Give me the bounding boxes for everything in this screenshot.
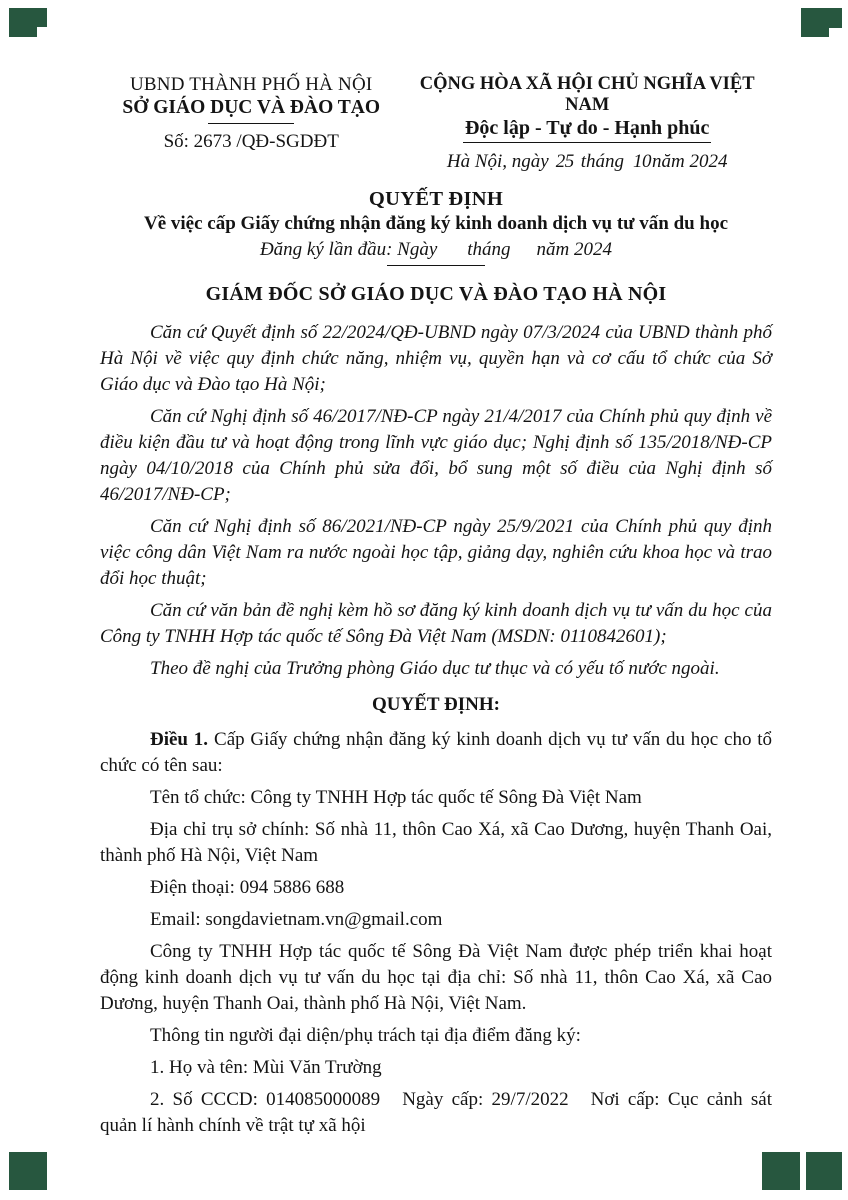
preamble-paragraph: Theo đề nghị của Trưởng phòng Giáo dục tư thục và có yếu tố nước ngoài.: [150, 658, 720, 679]
preamble-paragraph: Căn cứ Quyết định số 22/2024/QĐ-UBND ngày 07/3/2024 của UBND thành phố Hà Nội về việc quy định chức năng, nhiệm vụ, quyền hạn và cơ cấu tổ chức của Sở Giáo dục và Đào tạo Hà Nội;: [100, 322, 772, 395]
article-1-label: Điều 1.: [150, 729, 209, 750]
authority-heading: GIÁM ĐỐC SỞ GIÁO DỤC VÀ ĐÀO TẠO HÀ NỘI: [205, 283, 667, 305]
article-1: [100, 727, 772, 779]
representative-id-issue-date: Ngày cấp: 29/7/2022: [402, 1089, 569, 1110]
place-date-line: [402, 151, 772, 173]
org-name-line: Tên tổ chức: Công ty TNHH Hợp tác quốc tế Sông Đà Việt Nam: [150, 787, 642, 808]
corner-marker-top-left: [9, 8, 37, 37]
national-title: CỘNG HÒA XÃ HỘI CHỦ NGHĨA VIỆT NAM: [419, 74, 755, 115]
org-phone-line: Điện thoại: 094 5886 688: [150, 877, 345, 898]
corner-marker-top-right: [801, 8, 842, 28]
article-1-text: Cấp Giấy chứng nhận đăng ký kinh doanh dịch vụ tư vấn du học cho tổ chức có tên sau:: [100, 729, 773, 776]
agency-name: SỞ GIÁO DỤC VÀ ĐÀO TẠO: [122, 97, 381, 118]
issuing-agency-block: [100, 74, 402, 173]
registration-suffix: năm 2024: [536, 239, 613, 260]
representative-name-line: 1. Họ và tên: Mùi Văn Trường: [150, 1057, 382, 1078]
representative-id-issue-place: Nơi cấp: Cục cảnh sát quản lí hành chính về trật tự xã hội: [100, 1089, 772, 1136]
corner-marker-bottom-right-2: [806, 1152, 842, 1190]
representative-id-line: [100, 1087, 772, 1139]
document-text: [100, 320, 772, 1139]
document-header: [100, 74, 772, 173]
date-day: 25: [555, 151, 574, 172]
corner-marker-bottom-right: [762, 1152, 800, 1190]
document-body: [100, 74, 772, 1145]
preamble-paragraph: Căn cứ văn bản đề nghị kèm hồ sơ đăng ký kinh doanh dịch vụ tư vấn du học của Công ty TNHH Hợp tác quốc tế Sông Đà Việt Nam (MSDN: 0110842601);: [100, 600, 772, 647]
permission-paragraph: Công ty TNHH Hợp tác quốc tế Sông Đà Việt Nam được phép triển khai hoạt động kinh doanh dịch vụ tư vấn du học tại địa chỉ: Số nhà 11, thôn Cao Xá, xã Cao Dương, huyện Thanh Oai, thành phố Hà Nội, Việt Nam.: [100, 941, 772, 1014]
registration-mid: tháng: [467, 239, 511, 260]
preamble-paragraph: Căn cứ Nghị định số 86/2021/NĐ-CP ngày 25/9/2021 của Chính phủ quy định việc công dân Việt Nam ra nước ngoài học tập, giảng dạy, nghiên cứu khoa học và trao đổi học thuật;: [100, 516, 772, 589]
registration-line: [100, 239, 772, 261]
title-block: [100, 188, 772, 266]
corner-marker-top-right-2: [801, 28, 829, 37]
preamble-section: [100, 320, 772, 682]
corner-marker-bottom-left: [9, 1152, 47, 1190]
date-month: 10: [633, 151, 652, 172]
org-address-line: Địa chỉ trụ sở chính: Số nhà 11, thôn Cao Xá, xã Cao Dương, huyện Thanh Oai, thành phố Hà Nội, Việt Nam: [100, 819, 772, 866]
representative-intro: Thông tin người đại diện/phụ trách tại địa điểm đăng ký:: [150, 1025, 581, 1046]
document-number: Số: 2673 /QĐ-SGDĐT: [163, 131, 339, 152]
org-email-line: Email: songdavietnam.vn@gmail.com: [150, 909, 443, 930]
national-motto-block: [402, 74, 772, 173]
preamble-paragraph: Căn cứ Nghị định số 46/2017/NĐ-CP ngày 21/4/2017 của Chính phủ quy định về điều kiện đầu tư và hoạt động trong lĩnh vực giáo dục; Nghị định số 135/2018/NĐ-CP ngày 04/10/2018 của Chính phủ sửa đổi, bổ sung một số điều của Nghị định số 46/2017/NĐ-CP;: [100, 406, 772, 505]
registration-prefix: Đăng ký lần đầu: Ngày: [259, 239, 438, 260]
agency-underline: [208, 123, 294, 124]
title-underline: [387, 265, 485, 266]
corner-marker-top-left-2: [37, 8, 47, 27]
decision-heading: QUYẾT ĐỊNH:: [372, 694, 500, 715]
document-subtitle: Về việc cấp Giấy chứng nhận đăng ký kinh doanh dịch vụ tư vấn du học: [144, 213, 728, 234]
national-motto: Độc lập - Tự do - Hạnh phúc: [463, 117, 711, 143]
representative-id-number: 2. Số CCCD: 014085000089: [150, 1089, 381, 1110]
date-mid: tháng: [580, 151, 625, 172]
agency-parent-name: UBND THÀNH PHỐ HÀ NỘI: [129, 74, 373, 95]
date-prefix: Hà Nội, ngày: [446, 151, 549, 172]
document-title: QUYẾT ĐỊNH: [368, 188, 504, 210]
date-suffix: năm 2024: [652, 151, 728, 172]
